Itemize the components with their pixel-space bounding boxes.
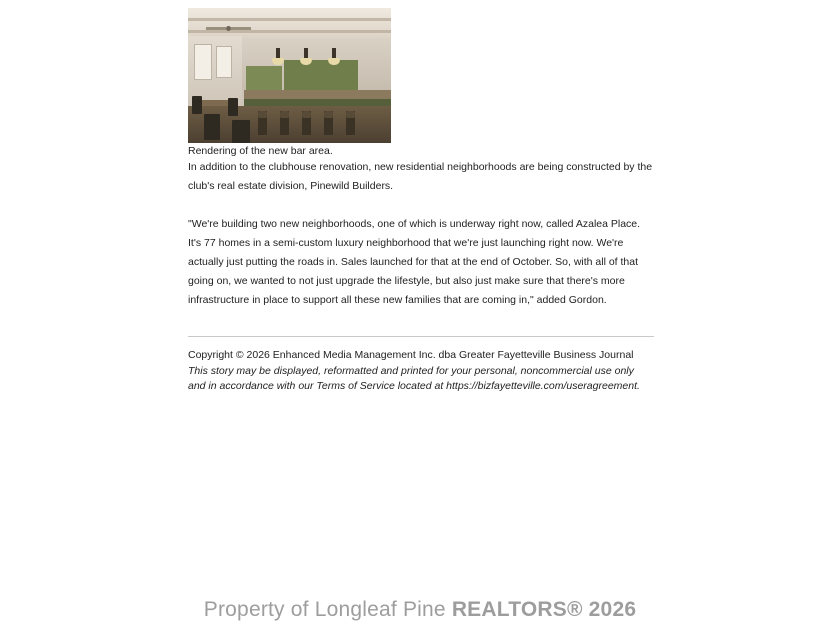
watermark-prefix: Property of Longleaf Pine bbox=[203, 598, 452, 621]
document-footer bbox=[188, 336, 654, 394]
dining-chair bbox=[228, 98, 238, 116]
ceiling-fan-icon bbox=[206, 26, 250, 31]
bar-stool bbox=[302, 111, 311, 135]
dining-chair bbox=[232, 120, 250, 143]
copyright-notice: Copyright © 2026 Enhanced Media Management Inc. dba Greater Fayetteville Business Journal bbox=[188, 349, 634, 361]
watermark-bold: REALTORS® 2026 bbox=[451, 598, 637, 621]
article-figure bbox=[188, 8, 391, 158]
dining-chair bbox=[204, 114, 220, 140]
paragraph-spacer bbox=[188, 196, 654, 215]
bar-stool bbox=[280, 111, 289, 135]
window bbox=[194, 44, 212, 80]
article-paragraph: In addition to the clubhouse renovation, new residential neighborhoods are being constructed by the club's real estate division, Pinewild Builders. bbox=[188, 161, 653, 192]
bar-counter bbox=[244, 90, 391, 99]
ceiling-beam bbox=[188, 18, 391, 21]
figure-caption: Rendering of the new bar area. bbox=[188, 145, 333, 157]
bar-stool bbox=[324, 111, 333, 135]
article-body bbox=[188, 8, 654, 310]
bar-stool bbox=[258, 111, 267, 135]
watermark bbox=[0, 598, 840, 622]
green-bar-back bbox=[284, 60, 358, 90]
green-wall-panel bbox=[246, 66, 282, 92]
article-paragraph: "We're building two new neighborhoods, one of which is underway right now, called Azalea Place. It's 77 homes in a semi-custom luxury neighborhood that we're just launching right now. We're actually just putting the roads in. Sales launched for that at the end of October. So, with all of that going on, we wanted to not just upgrade the lifestyle, but also just make sure that there's more infrastructure in place to support all these new families that are coming in," added Gordon. bbox=[188, 218, 641, 306]
dining-chair bbox=[192, 96, 202, 114]
legal-notice: This story may be displayed, reformatted and printed for your personal, noncommercial use only and in accordance with our Terms of Service located at https://bizfayetteville.com/useragreement. bbox=[188, 365, 640, 392]
bar-area-rendering bbox=[188, 8, 391, 143]
footer-divider bbox=[188, 336, 654, 337]
bar-stool bbox=[346, 111, 355, 135]
window bbox=[216, 46, 232, 78]
